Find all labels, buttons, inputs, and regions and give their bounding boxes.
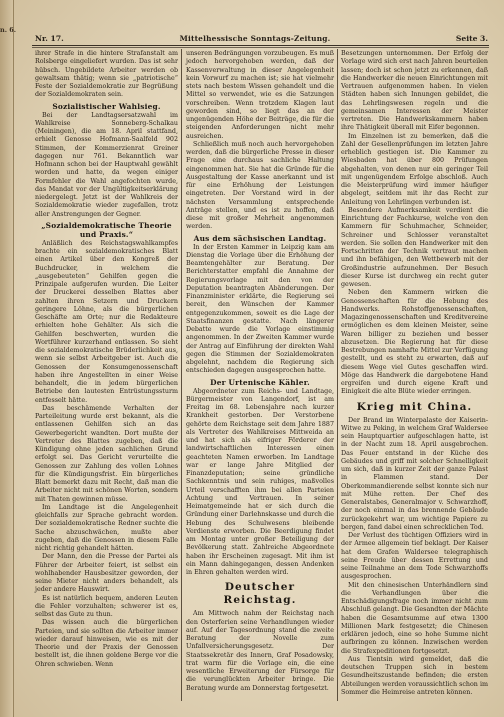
article-heading: Der Urtenische Kähler.	[210, 377, 310, 387]
column-1	[35, 50, 178, 701]
paragraph: Das wissen auch die bürgerlichen Parteien, und sie sollten die Arbeiter immer wieder darauf hinweisen, wie es mit der Theorie und der Praxis der Genossen bestellt ist, die ihnen goldene Berge vor die Ohren schwieben. Wenn	[35, 619, 178, 668]
column-2	[186, 50, 334, 701]
paragraph: Am Mittwoch nahm der Reichstag nach den Osterferien seine Verhandlungen wieder auf. Auf der Tagesordnung stand die zweite Beratung der Novelle zum Unfallversicherungsgesetz. Der Staatssekretär des Innern, Graf Posadowsky, trat warm für die Vorlage ein, die eine wesentliche Erweiterung der Fürsorge für die verunglückten Arbeiter bringe. Die Beratung wurde am Donnerstag fortgesetzt.	[186, 610, 334, 692]
column-divider-1	[181, 49, 182, 701]
paragraph: Der Verlust des tüchtigen Offiziers wird in der Armee allgemein tief beklagt. Der Kaiser hat dem Grafen Waldersee telegraphisch seine Freude über dessen Errettung und seine Teilnahme an dem Tode Schwarzhoffs ausgesprochen.	[341, 532, 488, 581]
paragraph: unseren Bedrängungen vorzubeugen. Es muß jedoch hervorgehoben werden, daß der Kassenverwaltung in dieser Angelegenheit kein Vorwurf zu machen ist; sie hat vielmehr stets nach bestem Wissen gehandelt und die Mittel so verwendet, wie es die Satzungen vorschreiben. Wenn trotzdem Klagen laut geworden sind, so liegt das an der ungenügenden Höhe der Beiträge, die für die steigenden Anforderungen nicht mehr ausreichen.	[186, 50, 334, 140]
previous-page-fragment: n. 6.	[0, 26, 17, 34]
paragraph: Besetzungen unternommen. Der Erfolg der Vorlage wird sich erst nach Jahren beurteilen lassen; doch ist schon jetzt zu erkennen, daß die Handwerker die neuen Einrichtungen mit Vertrauen aufgenommen haben. In vielen Städten haben sich Innungen gebildet, die das Lehrlingswesen regeln und die gemeinsamen Interessen der Meister vertreten. Die Handwerkskammern haben ihre Thätigkeit überall mit Eifer begonnen.	[341, 50, 488, 132]
newspaper-title: Mittelhessische Sonntags-Zeitung.	[179, 34, 331, 43]
header-rule	[32, 45, 489, 46]
column-divider-2	[337, 49, 338, 701]
paragraph: Abgeordneter zum Reichs- und Landtage, Bürgermeister von Langendorf, ist am Freitag im 68. Lebensjahre nach kurzer Krankheit gestorben. Der Verstorbene gehörte dem Reichstage seit dem Jahre 1887 als Vertreter des Wahlkreises Mittweida an und hat sich als eifriger Förderer der landwirtschaftlichen Interessen einen geachteten Namen erworben. Im Landtage war er lange Jahre Mitglied der Finanzdeputation; seine gründliche Sachkenntnis und sein ruhiges, maßvolles Urteil verschafften ihm bei allen Parteien Achtung und Vertrauen. In seiner Heimatgemeinde hat er sich durch die Gründung einer Darlehnskasse und durch die Hebung des Schulwesens bleibende Verdienste erworben. Die Beerdigung findet am Montag unter großer Beteiligung der Bevölkerung statt. Zahlreiche Abgeordnete haben ihr Erscheinen zugesagt. Mit ihm ist ein Mann dahingegangen, dessen Andenken in Ehren gehalten werden wird.	[186, 387, 334, 576]
paragraph: Neben den Kammern wirken die Genossenschaften für die Hebung des Handwerks. Rohstoffgenossenschaften, Magazingenossenschaften und Kreditvereine ermöglichen es dem kleinen Meister, seine Waren billiger zu beziehen und besser abzusetzen. Die Regierung hat für diese Bestrebungen namhafte Mittel zur Verfügung gestellt, und es steht zu erwarten, daß auf diesem Wege viel Gutes geschaffen wird. Möge das Handwerk die dargebotene Hand ergreifen und durch eigene Kraft und Einigkeit die alte Blüte wieder erringen.	[341, 289, 488, 396]
paragraph: Anläßlich des Reichstagswahlkampfes brachte ein sozialdemokratisches Blatt einen Artikel über den Kongreß der Buchdrucker, in welchem die „ausgebeuteten“ Gehilfen gegen die Prinzipale aufgerufen wurden. Die Leiter der Druckerei desselben Blattes aber zahlten ihren Setzern und Druckern geringere Löhne, als die bürgerlichen Geschäfte am Orte; nur die Redakteure erhielten hohe Gehälter. Als sich die Gehilfen beschwerten, wurden die Wortführer kurzerhand entlassen. So sieht die sozialdemokratische Brüderlichkeit aus, wenn sie selbst Arbeitgeber ist. Auch die Genossen der Konsumgenossenschaft haben ihre Angestellten in einer Weise behandelt, die in jedem bürgerlichen Betriebe den lautesten Entrüstungssturm entfesselt hätte.	[35, 239, 178, 404]
issue-number: Nr. 17.	[35, 34, 64, 43]
paragraph: In der Ersten Kammer in Leipzig kam am Dienstag die Vorlage über die Erhöhung der Beamtengehälter zur Beratung. Der Berichterstatter empfahl die Annahme der Regierungsvorlage mit den von der Deputation beantragten Abänderungen. Der Finanzminister erklärte, die Regierung sei bereit, den Wünschen der Kammer entgegenzukommen, soweit es die Lage der Staatsfinanzen gestatte. Nach längerer Debatte wurde die Vorlage einstimmig angenommen. In der Zweiten Kammer wurde der Antrag auf Einführung der direkten Wahl gegen die Stimmen der Sozialdemokraten abgelehnt, nachdem die Regierung sich entschieden dagegen ausgesprochen hatte.	[186, 243, 334, 375]
paragraph: Schließlich muß noch auch hervorgehoben werden, daß die bürgerliche Presse in dieser Frage eine durchaus sachliche Haltung eingenommen hat. Sie hat die Gründe für die Ausgestaltung der Kasse anerkannt und ist für eine Erhöhung der Leistungen eingetreten. Der Vorstand wird in der nächsten Versammlung entsprechende Anträge stellen, und es ist zu hoffen, daß diese mit großer Mehrheit angenommen werden.	[186, 140, 334, 231]
paragraph: Im Landtage ist die Angelegenheit gleichfalls zur Sprache gebracht worden. Der sozialdemokratische Redner suchte die Sache abzuschwächen, mußte aber zugeben, daß die Genossen in diesem Falle nicht richtig gehandelt hätten.	[35, 503, 178, 552]
column-3	[341, 50, 488, 701]
article-heading: Sozialistischer Wahlsieg.	[52, 101, 161, 111]
article-heading: Aus dem sächsischen Landtag.	[193, 233, 327, 243]
header-rule-thin	[32, 47, 489, 48]
article-heading: „Sozialdemokratische Theorie und Praxis.“	[41, 220, 172, 239]
previous-page-edge	[0, 0, 17, 717]
page-number: Seite 3.	[455, 34, 488, 43]
paragraph: Der Mann, den die Presse der Partei als Führer der Arbeiter feiert, ist selbst ein wohlhabender Hausbesitzer geworden, der seine Mieter nicht anders behandelt, als jeder andere Hauswirt.	[35, 553, 178, 594]
paragraph: Es ist natürlich bequem, anderen Leuten die Fehler vorzuhalten; schwerer ist es, selbst das Gute zu thun.	[35, 594, 178, 618]
paragraph: Im Einzelnen ist zu bemerken, daß die Zahl der Gesellenprüfungen im letzten Jahre erheblich gestiegen ist. Die Kammer zu Wiesbaden hat über 800 Prüfungen abgehalten, von denen nur ein geringer Teil mit ungenügendem Erfolge abschloß. Auch die Meisterprüfung wird immer häufiger abgelegt, seitdem mit ihr das Recht zur Anleitung von Lehrlingen verbunden ist.	[341, 132, 488, 206]
paragraph: Bei der Landtagsersatzwahl im Wahlkreise Sonneberg-Schalkau (Meiningen), die am 18. April stattfand, erhielt Genosse Hofmann-Saalfeld 902 Stimmen, der Kommerzienrat Greiner dagegen nur 761. Bekanntlich war Hofmann schon bei der Hauptwahl gewählt worden und hatte, da wegen einiger Formfehler die Wahl angefochten wurde, das Mandat vor der Ungültigkeitserklärung niedergelegt. Jetzt ist der Wahlkreis der Sozialdemokratie wieder zugefallen, trotz aller Anstrengungen der Gegner.	[35, 111, 178, 218]
paragraph: Das beschämende Verhalten der Parteileitung wurde erst bekannt, als die entlassenen Gehilfen sich an das Gewerbegericht wandten. Dort mußte der Vertreter des Blattes zugeben, daß die Kündigung ohne jeden sachlichen Grund erfolgt sei. Das Gericht verurteilte die Genossen zur Zahlung des vollen Lohnes für die Kündigungsfrist. Ein bürgerliches Blatt bemerkt dazu mit Recht, daß man die Arbeiter nicht mit schönen Worten, sondern mit Thaten gewinnen müsse.	[35, 404, 178, 503]
paragraph: Besondere Aufmerksamkeit verdient die Einrichtung der Fachkurse, welche von den Kammern für Schuhmacher, Schneider, Schreiner und Schlosser veranstaltet werden. Sie sollen den Handwerker mit den Fortschritten der Technik vertraut machen und ihn befähigen, den Wettbewerb mit der Großindustrie aufzunehmen. Der Besuch dieser Kurse ist durchweg ein recht guter gewesen.	[341, 206, 488, 288]
paragraph: Mit den chinesischen Unterhändlern sind die Verhandlungen über die Entschädigungsfrage noch immer nicht zum Abschluß gelangt. Die Gesandten der Mächte haben die Gesamtsumme auf etwa 1300 Millionen Mark festgesetzt; die Chinesen erklären jedoch, eine so hohe Summe nicht aufbringen zu können. Inzwischen werden die Strafexpeditionen fortgesetzt.	[341, 581, 488, 655]
section-heading: Krieg mit China.	[356, 400, 473, 413]
paragraph: Aus Tientsin wird gemeldet, daß die deutschen Truppen sich in bestem Gesundheitszustande befinden; die ersten Abteilungen werden voraussichtlich schon im Sommer die Heimreise antreten können.	[341, 655, 488, 696]
section-heading: Deutscher Reichstag.	[223, 581, 297, 607]
paragraph: Der Brand im Winterpalaste der Kaiserin-Witwe zu Peking, in welchem Graf Waldersee sein Hauptquartier aufgeschlagen hatte, ist in der Nacht zum 18. April ausgebrochen. Das Feuer entstand in der Küche des Gebäudes und griff mit solcher Schnelligkeit um sich, daß in kurzer Zeit der ganze Palast in Flammen stand. Der Oberkommandierende selbst konnte sich nur mit Mühe retten. Der Chef des Generalstabes, Generalmajor v. Schwarzhoff, der noch einmal in das brennende Gebäude zurückgekehrt war, um wichtige Papiere zu bergen, fand dabei einen schrecklichen Tod.	[341, 416, 488, 531]
paragraph: ihrer Strafe in die hintere Strafanstalt am Rolsberge eingeliefert wurden. Das ist sehr hübsch. Ungebildete Arbeiter werden ob gewaltsam thätig; wenn sie „patriotische“ Feste der Sozialdemokratie zur Begrüßung der Sozialdemokraten sein.	[35, 50, 178, 99]
